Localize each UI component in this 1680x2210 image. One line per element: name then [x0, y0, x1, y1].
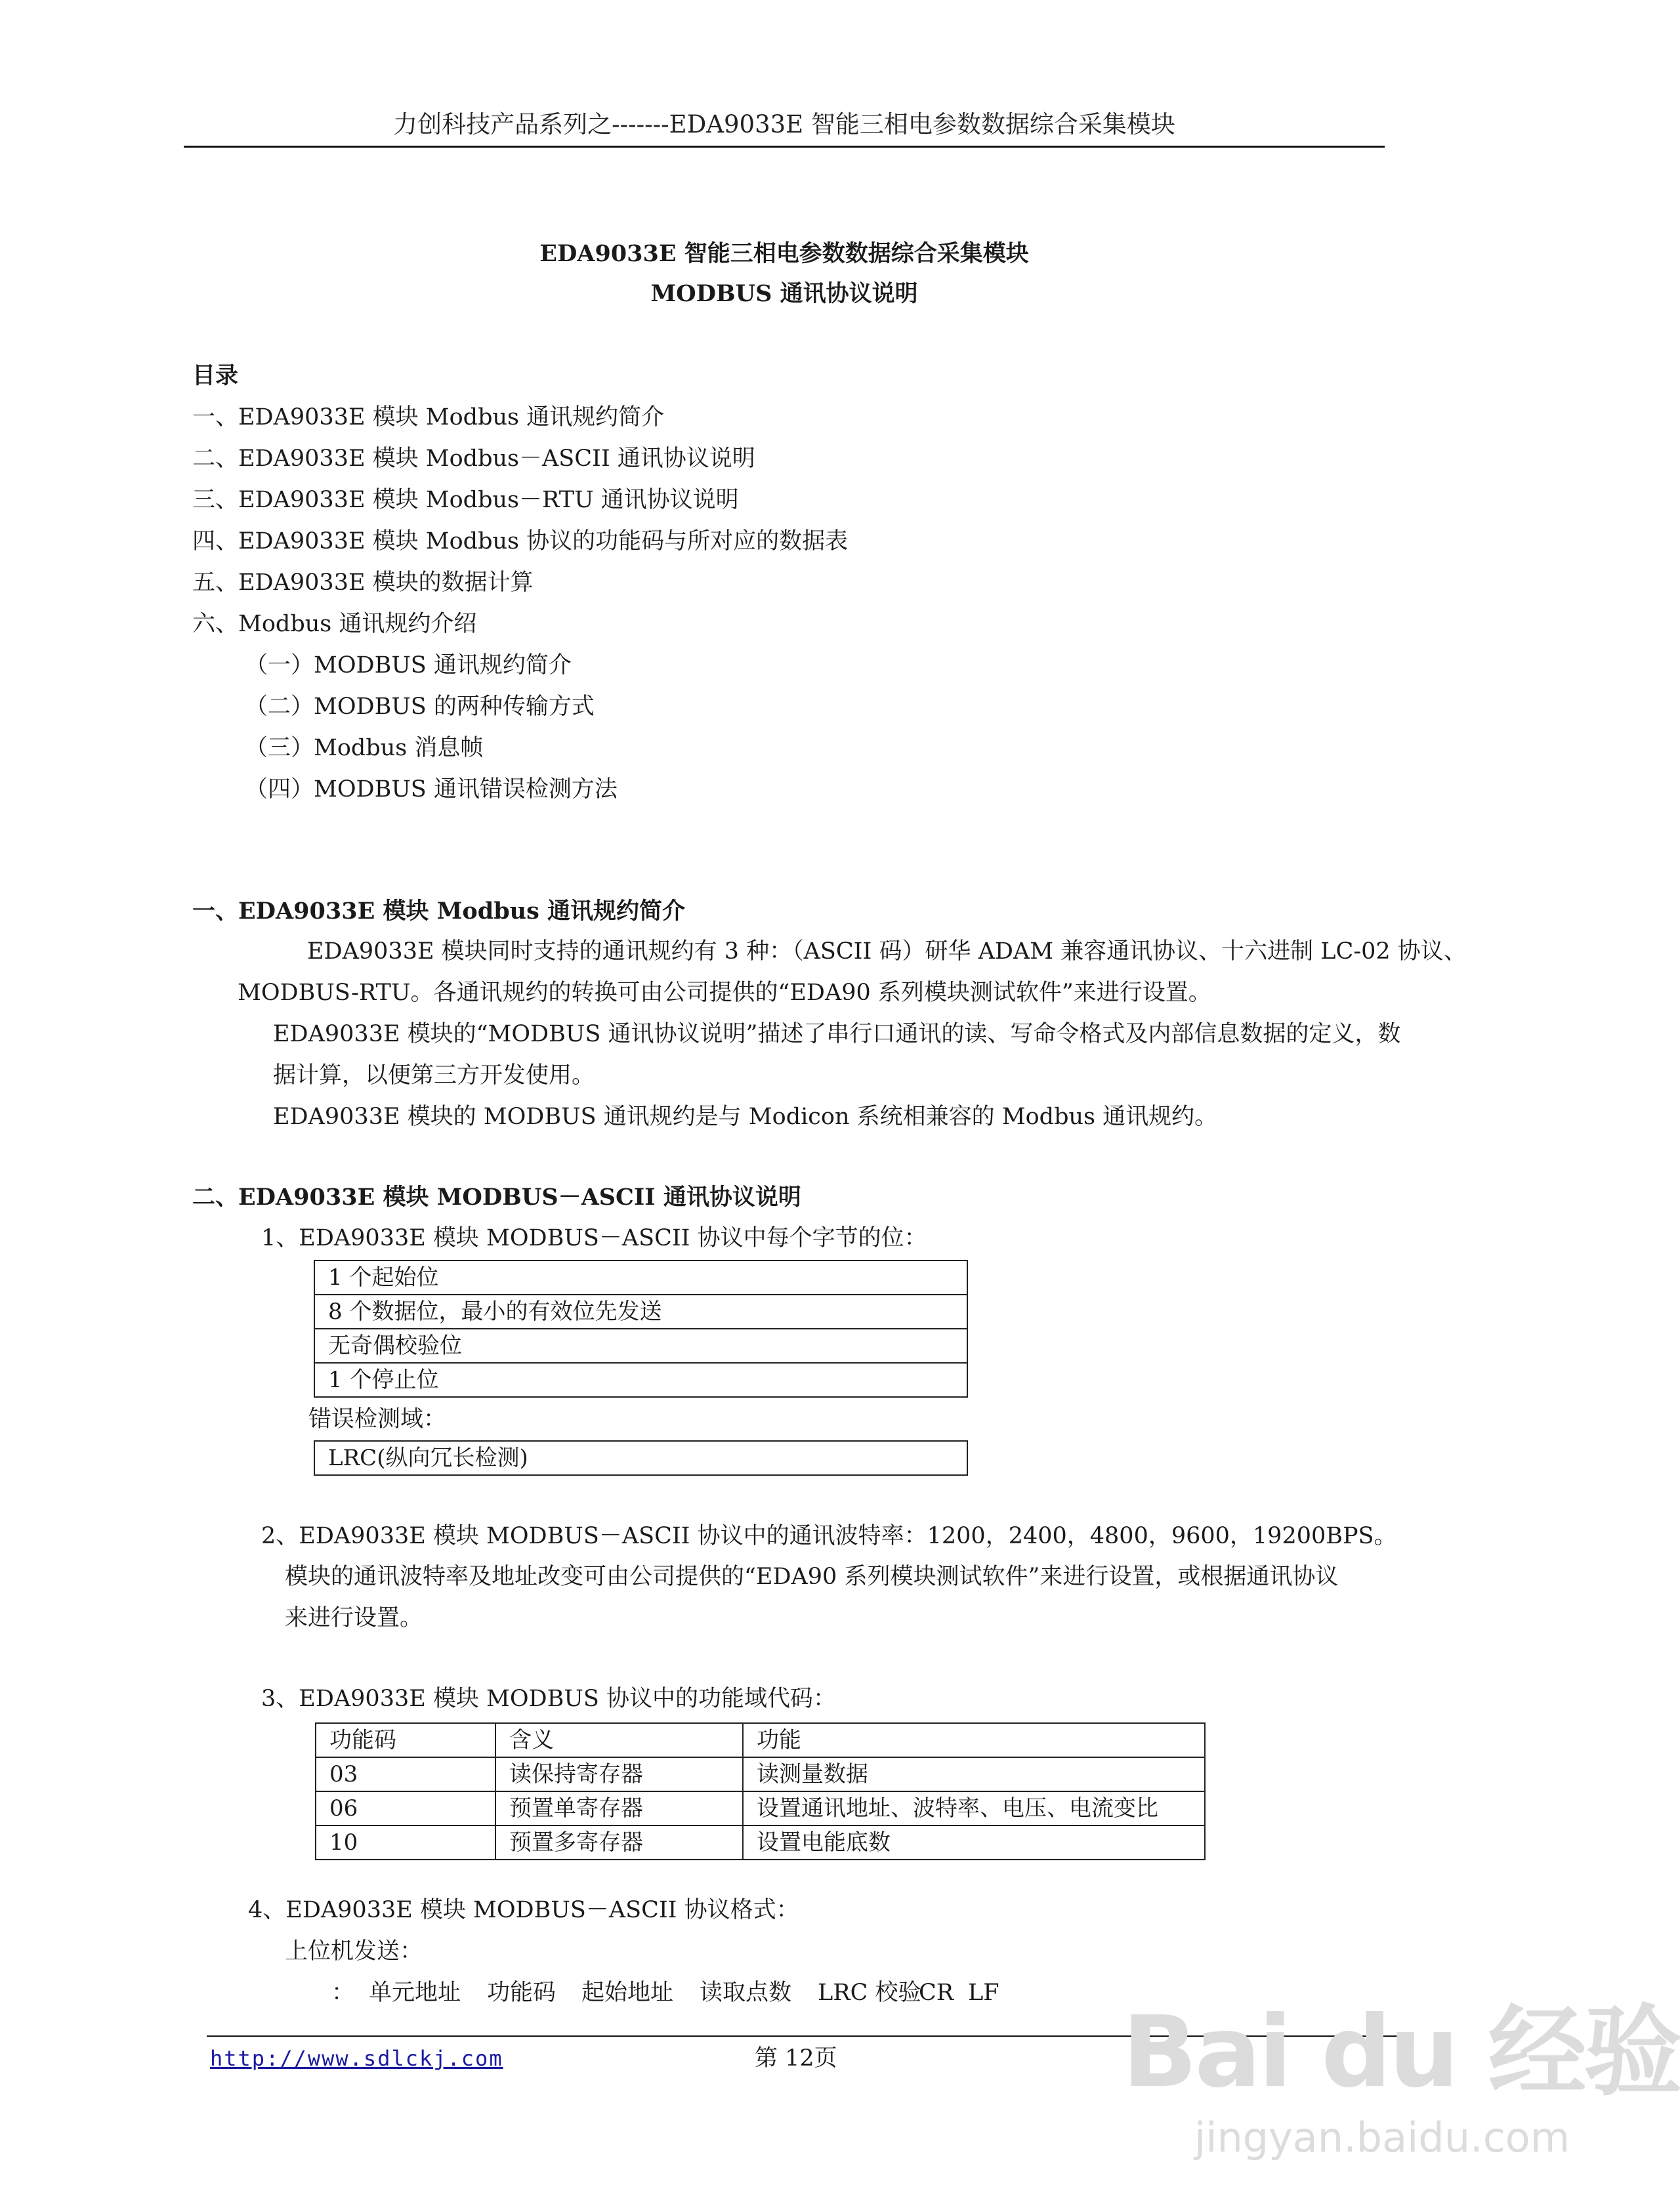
table-cell: 预置单寄存器 — [495, 1791, 743, 1825]
toc-subitem: （四）MODBUS 通讯错误检测方法 — [245, 776, 618, 803]
table-header-row — [316, 1723, 1205, 1757]
table-row — [316, 1825, 1205, 1860]
byte-bits-table — [314, 1260, 968, 1398]
watermark-url: jingyan.baidu.com — [1194, 2114, 1570, 2161]
section2-heading: 二、EDA9033E 模块 MODBUS－ASCII 通讯协议说明 — [192, 1184, 801, 1211]
section1-para: EDA9033E 模块的“MODBUS 通讯协议说明”描述了串行口通讯的读、写命令格式及内部信息数据的定义，数 — [273, 1021, 1401, 1047]
section2-item4: 4、EDA9033E 模块 MODBUS－ASCII 协议格式： — [248, 1897, 799, 1923]
page-header: 力创科技产品系列之-------EDA9033E 智能三相电参数数据综合采集模块 — [393, 110, 1175, 138]
section2-item1: 1、EDA9033E 模块 MODBUS－ASCII 协议中每个字节的位： — [261, 1225, 927, 1251]
frame-field: LRC 校验 — [818, 1980, 921, 2006]
doc-subtitle: MODBUS 通讯协议说明 — [650, 280, 918, 307]
section1-heading: 一、EDA9033E 模块 Modbus 通讯规约简介 — [192, 898, 686, 925]
toc-item: 一、EDA9033E 模块 Modbus 通讯规约简介 — [192, 404, 665, 430]
frame-field: 功能码 — [487, 1980, 556, 2006]
table-header-cell: 功能 — [743, 1723, 1205, 1757]
doc-title: EDA9033E 智能三相电参数数据综合采集模块 — [539, 240, 1029, 267]
section2-item2-text: 模块的通讯波特率及地址改变可由公司提供的“EDA90 系列模块测试软件”来进行设置，或根据通讯协议 — [285, 1564, 1339, 1590]
table-row — [314, 1329, 967, 1363]
toc-heading: 目录 — [192, 362, 239, 389]
toc-subitem: （一）MODBUS 通讯规约简介 — [245, 652, 572, 678]
header-rule — [184, 146, 1385, 148]
table-row — [314, 1295, 967, 1329]
section1-para: 据计算，以便第三方开发使用。 — [273, 1062, 595, 1089]
frame-field: 起始地址 — [581, 1980, 674, 2006]
host-send-label: 上位机发送： — [285, 1938, 423, 1965]
table-cell: 06 — [316, 1791, 495, 1825]
table-cell: 8 个数据位，最小的有效位先发送 — [314, 1295, 967, 1329]
section1-para: EDA9033E 模块同时支持的通讯规约有 3 种：（ASCII 码）研华 ADAM 兼容通讯协议、十六进制 LC-02 协议、 — [307, 938, 1467, 965]
watermark-brand: Bai du 经验 — [1122, 1995, 1680, 2110]
toc-item: 二、EDA9033E 模块 Modbus－ASCII 通讯协议说明 — [192, 446, 755, 472]
frame-field: 单元地址 — [369, 1980, 461, 2006]
section1-para: EDA9033E 模块的 MODBUS 通讯规约是与 Modicon 系统相兼容的 Modbus 通讯规约。 — [273, 1104, 1218, 1130]
table-row — [314, 1363, 967, 1397]
frame-field: ： — [331, 1980, 355, 2006]
table-cell: 无奇偶校验位 — [314, 1329, 967, 1363]
function-code-table — [315, 1722, 1206, 1860]
table-row — [316, 1757, 1205, 1791]
baidu-watermark — [1109, 1987, 1680, 2184]
toc-item: 四、EDA9033E 模块 Modbus 协议的功能码与所对应的数据表 — [192, 528, 849, 554]
table-cell: 设置电能底数 — [743, 1825, 1205, 1860]
table-cell: 读测量数据 — [743, 1757, 1205, 1791]
table-cell: LRC(纵向冗长检测) — [314, 1441, 967, 1475]
table-header-cell: 含义 — [495, 1723, 743, 1757]
table-header-cell: 功能码 — [316, 1723, 495, 1757]
table-row — [316, 1791, 1205, 1825]
error-check-label: 错误检测域： — [308, 1406, 447, 1432]
section1-para: MODBUS-RTU。各通讯规约的转换可由公司提供的“EDA90 系列模块测试软件”来进行设置。 — [238, 980, 1211, 1006]
frame-field: CR — [919, 1980, 954, 2006]
section2-item3: 3、EDA9033E 模块 MODBUS 协议中的功能域代码： — [261, 1686, 836, 1712]
toc-item: 三、EDA9033E 模块 Modbus－RTU 通讯协议说明 — [192, 487, 739, 513]
table-cell: 设置通讯地址、波特率、电压、电流变比 — [743, 1791, 1205, 1825]
error-check-table — [314, 1440, 968, 1476]
table-row — [314, 1441, 967, 1475]
toc-item: 六、Modbus 通讯规约介绍 — [192, 611, 477, 637]
section2-item2-text: 来进行设置。 — [285, 1605, 423, 1631]
table-cell: 1 个停止位 — [314, 1363, 967, 1397]
toc-subitem: （三）Modbus 消息帧 — [245, 735, 484, 761]
table-cell: 预置多寄存器 — [495, 1825, 743, 1860]
table-row — [314, 1261, 967, 1295]
toc-subitem: （二）MODBUS 的两种传输方式 — [245, 694, 595, 720]
table-cell: 03 — [316, 1757, 495, 1791]
page-number: 第 12页 — [755, 2045, 837, 2072]
table-cell: 1 个起始位 — [314, 1261, 967, 1295]
table-cell: 读保持寄存器 — [495, 1757, 743, 1791]
toc-item: 五、EDA9033E 模块的数据计算 — [192, 570, 534, 596]
frame-field: LF — [968, 1980, 999, 2006]
table-cell: 10 — [316, 1825, 495, 1860]
website-link[interactable]: http://www.sdlckj.com — [210, 2046, 503, 2071]
frame-field: 读取点数 — [700, 1980, 792, 2006]
section2-item2: 2、EDA9033E 模块 MODBUS－ASCII 协议中的通讯波特率：1200，2400，4800，9600，19200BPS。 — [261, 1523, 1397, 1549]
